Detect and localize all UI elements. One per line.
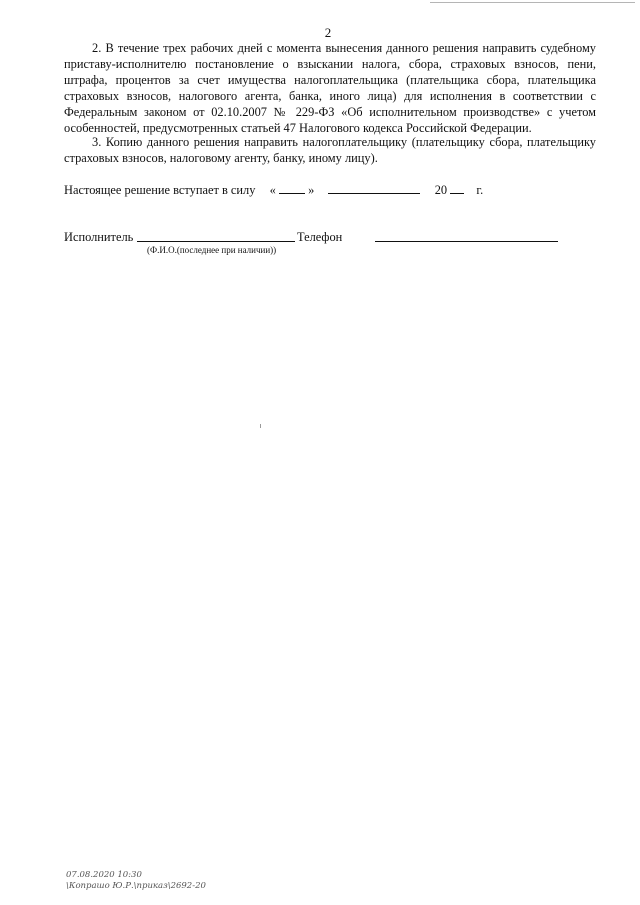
month-blank <box>328 182 420 194</box>
effective-date-line <box>64 182 604 198</box>
page-number: 2 <box>324 25 332 40</box>
year-prefix: 20 <box>434 183 448 197</box>
paragraph-3: 3. Копию данного решения направить налогоплательщику (плательщику сбора, плательщику страховых взносов, налоговому агенту, банку, иному лицу). <box>64 135 596 165</box>
phone-label: Телефон <box>297 230 343 244</box>
executor-name-blank <box>137 241 295 242</box>
phone-blank <box>375 241 558 242</box>
open-quote: « <box>269 183 276 197</box>
scan-speck <box>260 424 261 428</box>
print-stamp-path: \Копрашо Ю.Р.\приказ\2692-20 <box>66 881 206 891</box>
print-stamp-datetime: 07.08.2020 10:30 <box>66 870 142 880</box>
executor-caption: (Ф.И.О.(последнее при наличии)) <box>147 245 277 255</box>
year-suffix: г. <box>476 183 484 197</box>
effective-date-prefix: Настоящее решение вступает в силу <box>64 183 256 197</box>
day-blank <box>279 182 305 194</box>
year-blank <box>450 182 464 194</box>
executor-row <box>64 229 604 269</box>
executor-label: Исполнитель <box>64 230 134 244</box>
paragraph-2: 2. В течение трех рабочих дней с момента вынесения данного решения направить судебному приставу-исполнителю постановление о взыскании налога, сбора, страховых взносов, пени, штрафа, процентов за счет имущества налогоплательщика (плательщика сбора, плательщика страховых взносов, налогового агента, банка, иного лица) для исполнения в соответствии с Федеральным законом от 02.10.2007 № 229-ФЗ «Об исполнительном производстве» с учетом особенностей, предусмотренных статьей 47 Налогового кодекса Российской Федерации. <box>64 41 596 135</box>
scan-edge-line <box>430 2 635 3</box>
close-quote: » <box>308 183 315 197</box>
